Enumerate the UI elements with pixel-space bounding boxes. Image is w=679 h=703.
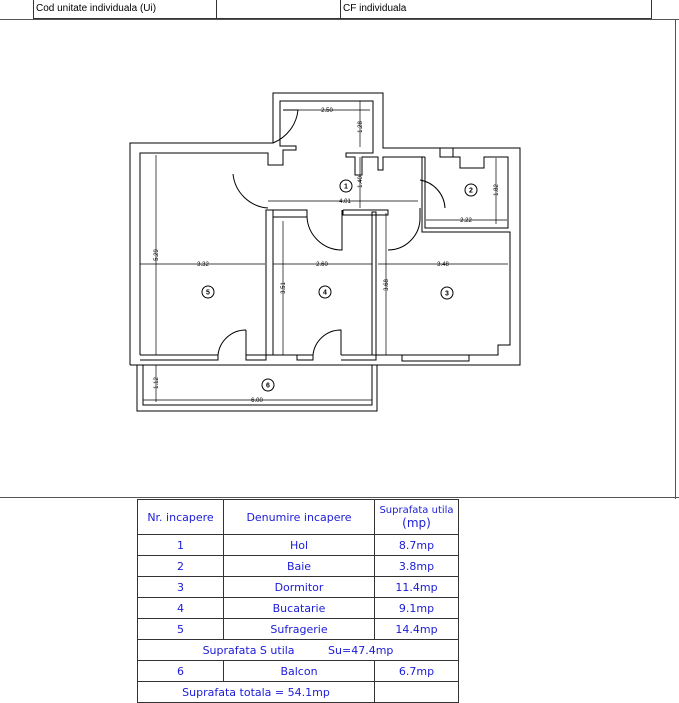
dim-3-48: 3.48 [437,262,449,268]
row-nr: 3 [138,577,224,598]
header-area [375,500,459,535]
header-area-line2: (mp) [402,515,431,530]
row-area: 8.7mp [375,535,459,556]
wall-bottom-3 [273,355,313,360]
window-3 [402,355,469,361]
wall-bottom [140,355,218,360]
balcony-name: Balcon [224,661,375,682]
dim-3-68: 3.68 [384,279,390,291]
row-name: Sufragerie [224,619,375,640]
table-row [138,619,459,640]
row-nr: 4 [138,598,224,619]
row-area: 3.8mp [375,556,459,577]
total-area-row [138,682,459,703]
table-row [138,598,459,619]
row-area: 11.4mp [375,577,459,598]
window-bath [440,148,453,157]
dim-1-40: 1.40 [358,176,364,188]
total-area: Suprafata totala = 54.1mp [138,682,375,703]
useful-area-label: Suprafata S utila [202,643,295,657]
inner-wall [140,101,425,355]
wall-top-3 [343,210,388,215]
table-header-row [138,500,459,535]
door-balcony-5 [218,330,246,355]
balcony-row [138,661,459,682]
door-kitchen [307,210,342,250]
dimension-lines [140,101,508,402]
dim-3-32: 3.32 [197,262,209,268]
room-marker-6: 6 [266,382,270,390]
row-name: Baie [224,556,375,577]
dim-5-29: 5.29 [154,249,160,261]
balcony-nr: 6 [138,661,224,682]
dim-2-60: 2.60 [316,262,328,268]
dim-6-00: 6.00 [251,398,263,404]
room-marker-1: 1 [344,183,348,191]
row-nr: 2 [138,556,224,577]
room-marker-5: 5 [206,289,210,297]
door-entrance [273,110,298,143]
balcony-outer [137,365,377,411]
header-nr: Nr. incapere [138,500,224,535]
dim-1-82: 1.82 [494,184,500,196]
table-row [138,577,459,598]
row-area: 14.4mp [375,619,459,640]
wall-top-4 [266,210,307,217]
useful-area-cell [138,640,459,661]
row-name: Hol [224,535,375,556]
door-balcony-4 [313,330,341,355]
dim-3-51: 3.51 [281,282,287,294]
dim-2-22: 2.22 [460,218,472,224]
table-row [138,556,459,577]
room-marker-2: 2 [469,187,473,195]
room-marker-3: 3 [445,290,449,298]
room-marker-4: 4 [323,289,327,297]
dim-1-12: 1.12 [154,377,160,389]
door-bath [420,180,445,208]
row-area: 9.1mp [375,598,459,619]
wall-bottom-4 [341,355,376,360]
row-name: Dormitor [224,577,375,598]
outer-wall [130,93,520,365]
cf-label: CF individuala [343,3,407,14]
door-living [233,174,268,208]
row-name: Bucatarie [224,598,375,619]
dim-4-01: 4.01 [339,199,351,205]
rooms-table [137,499,459,703]
bath-outer-wall [376,157,510,355]
table-row [138,535,459,556]
useful-area-row [138,640,459,661]
header-name: Denumire incapere [224,500,375,535]
wall-4-3 [372,212,376,355]
dim-1-28: 1.28 [358,121,364,133]
row-nr: 5 [138,619,224,640]
wall-bottom-2 [246,330,266,360]
cod-unitate-label: Cod unitate individuala (Ui) [34,0,217,18]
row-nr: 1 [138,535,224,556]
door-bedroom [388,208,420,250]
total-area-empty [375,682,459,703]
header-area-line1: Suprafata utila [379,504,454,516]
balcony-area: 6.7mp [375,661,459,682]
wall-5-4 [266,210,273,355]
useful-area-value: Su=47.4mp [328,643,394,657]
dim-2-50: 2.50 [321,108,333,114]
